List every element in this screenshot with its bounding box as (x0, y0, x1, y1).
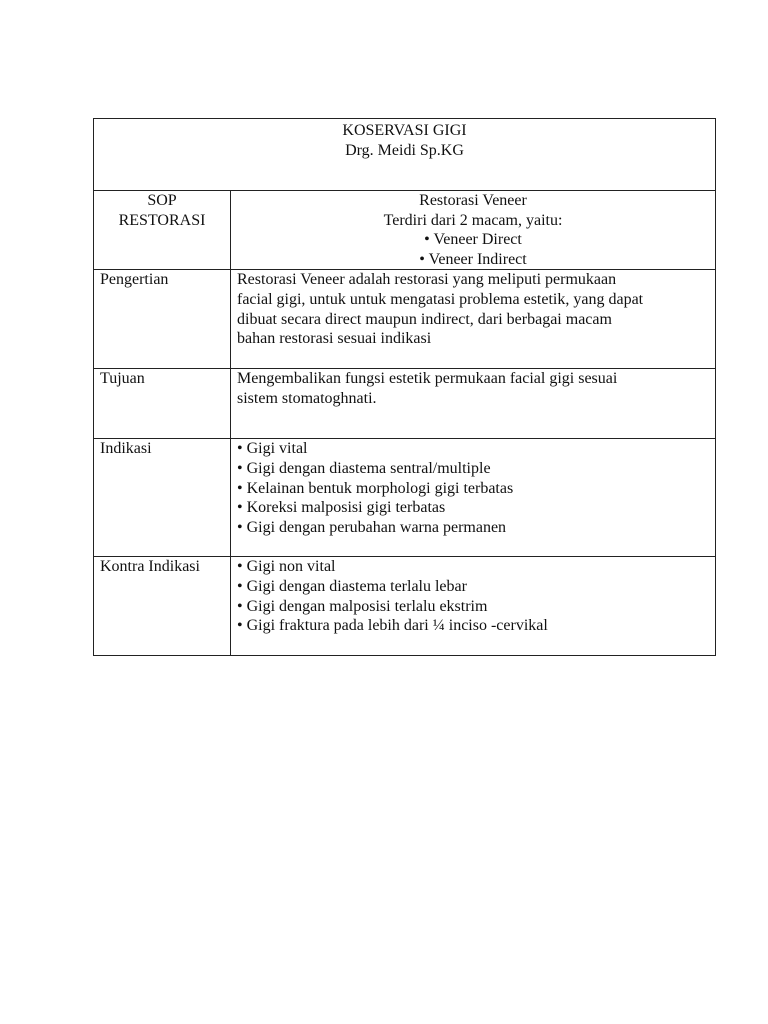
content-line: facial gigi, untuk untuk mengatasi problema estetik, yang dapat (237, 290, 644, 308)
document-author: Drg. Meidi Sp.KG (345, 141, 464, 159)
sop-label-line: RESTORASI (118, 211, 206, 229)
bullet-item: • Gigi fraktura pada lebih dari ¼ inciso -cervikal (237, 617, 548, 635)
row-content (231, 439, 716, 557)
row-content (231, 557, 716, 656)
bullet-item: • Gigi dengan perubahan warna permanen (237, 518, 507, 536)
sop-content-line: Restorasi Veneer (419, 192, 527, 209)
row-content (231, 369, 716, 439)
bullet-item: • Gigi vital (237, 440, 308, 458)
content-line: dibuat secara direct maupun indirect, dari berbagai macam (237, 310, 612, 328)
header-cell (94, 119, 716, 191)
bullet-item: • Kelainan bentuk morphologi gigi terbatas (237, 479, 514, 497)
sop-content-line: Terdiri dari 2 macam, yaitu: (383, 211, 563, 229)
sop-label-line: SOP (147, 192, 177, 209)
bullet-item: • Gigi non vital (237, 558, 336, 576)
content-line: bahan restorasi sesuai indikasi (237, 330, 432, 348)
sop-content-cell (231, 191, 716, 270)
content-line: Restorasi Veneer adalah restorasi yang meliputi permukaan (237, 271, 617, 289)
content-line: sistem stomatoghnati. (237, 389, 377, 407)
row-label: Kontra Indikasi (94, 557, 231, 656)
row-label: Pengertian (94, 270, 231, 369)
sop-row (94, 191, 716, 270)
row-content (231, 270, 716, 369)
bullet-item: • Gigi dengan diastema terlalu lebar (237, 577, 467, 595)
sop-table (93, 118, 716, 656)
sop-content-line: • Veneer Direct (424, 231, 522, 249)
header-row (94, 119, 716, 191)
row-label: Indikasi (94, 439, 231, 557)
table-row (94, 439, 716, 557)
bullet-item: • Gigi dengan malposisi terlalu ekstrim (237, 597, 488, 615)
row-label: Tujuan (94, 369, 231, 439)
document-title: KOSERVASI GIGI (342, 122, 467, 139)
bullet-item: • Gigi dengan diastema sentral/multiple (237, 459, 491, 477)
table-row (94, 270, 716, 369)
table-row (94, 557, 716, 656)
bullet-item: • Koreksi malposisi gigi terbatas (237, 499, 446, 517)
table-row (94, 369, 716, 439)
content-line: Mengembalikan fungsi estetik permukaan facial gigi sesuai (237, 370, 618, 388)
sop-content-line: • Veneer Indirect (419, 250, 527, 268)
sop-label-cell (94, 191, 231, 270)
